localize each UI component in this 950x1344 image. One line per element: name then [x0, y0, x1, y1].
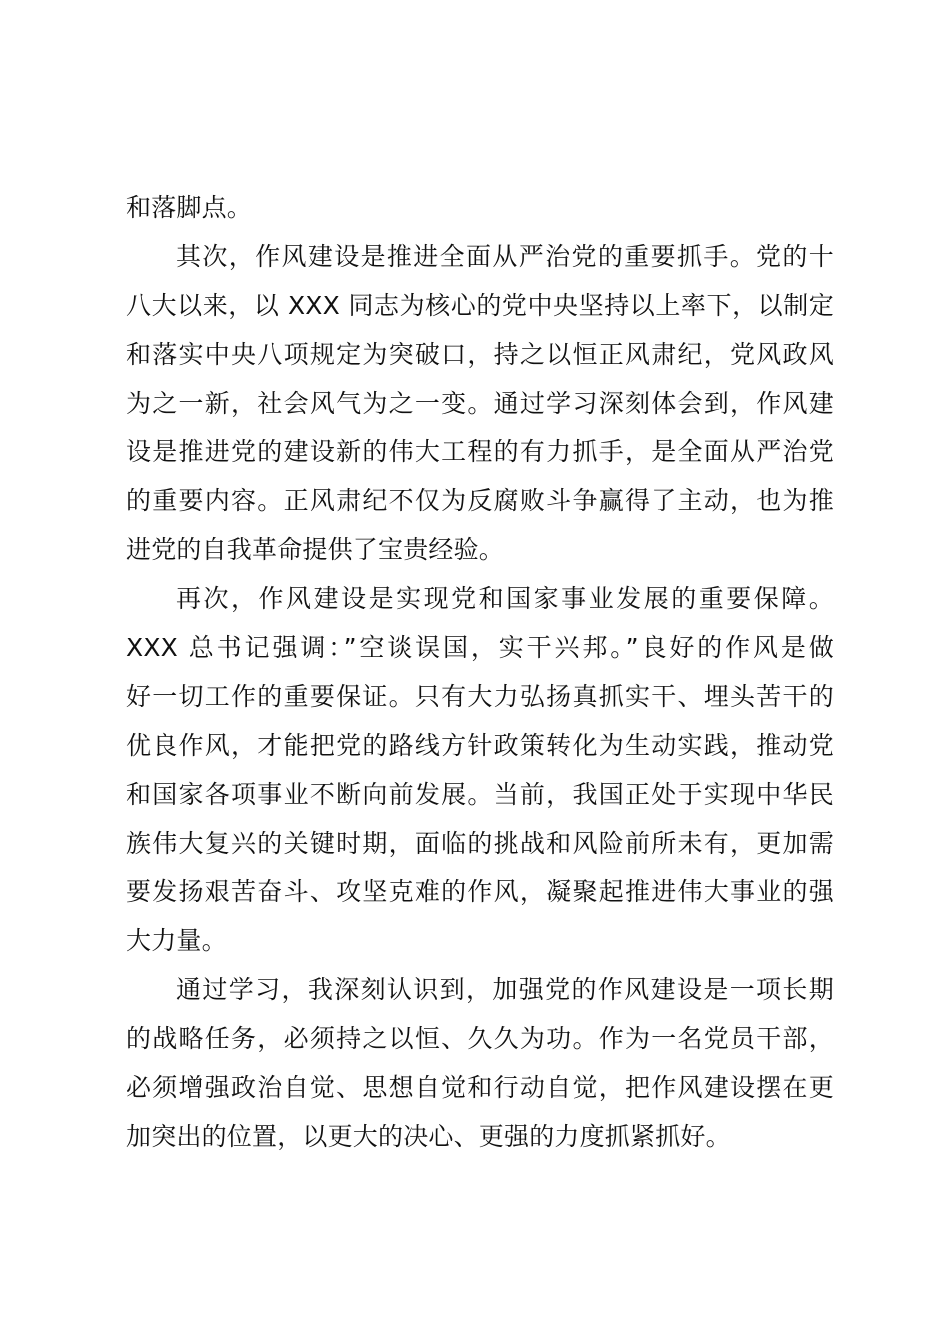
text-line: 为之一新，社会风气为之一变。通过学习深刻体会到，作风建 [126, 388, 834, 418]
text-line: 要发扬艰苦奋斗、攻坚克难的作风，凝聚起推进伟大事业的强 [126, 877, 834, 907]
text-line: 优良作风，才能把党的路线方针政策转化为生动实践，推动党 [126, 730, 834, 760]
text-line: 的重要内容。正风肃纪不仅为反腐败斗争赢得了主动，也为推 [126, 486, 834, 516]
text-line: 和落脚点。 [126, 193, 253, 222]
paragraph-first-line: 再次，作风建设是实现党和国家事业发展的重要保障。 [176, 584, 834, 614]
text-line: 必须增强政治自觉、思想自觉和行动自觉，把作风建设摆在更 [126, 1073, 834, 1103]
paragraph-first-line: 通过学习，我深刻认识到，加强党的作风建设是一项长期 [176, 975, 834, 1005]
paragraph-first-line: 其次，作风建设是推进全面从严治党的重要抓手。党的十 [176, 241, 834, 271]
text-line: 进党的自我革命提供了宝贵经验。 [126, 535, 505, 565]
text-line: 设是推进党的建设新的伟大工程的有力抓手，是全面从严治党 [126, 437, 834, 467]
text-line: 和落实中央八项规定为突破口，持之以恒正风肃纪，党风政风 [126, 339, 834, 369]
text-line: 加突出的位置，以更大的决心、更强的力度抓紧抓好。 [126, 1121, 731, 1151]
text-line: 八大以来，以 XXX 同志为核心的党中央坚持以上率下，以制定 [126, 290, 834, 320]
text-line: 和国家各项事业不断向前发展。当前，我国正处于实现中华民 [126, 779, 834, 809]
text-line: 族伟大复兴的关键时期，面临的挑战和风险前所未有，更加需 [126, 828, 834, 858]
body-text [126, 184, 834, 1162]
text-line: 的战略任务，必须持之以恒、久久为功。作为一名党员干部， [126, 1024, 834, 1054]
text-line: 好一切工作的重要保证。只有大力弘扬真抓实干、埋头苦干的 [126, 681, 834, 711]
text-line: 大力量。 [126, 926, 227, 956]
text-line: XXX 总书记强调：”空谈误国，实干兴邦。”良好的作风是做 [126, 633, 834, 663]
